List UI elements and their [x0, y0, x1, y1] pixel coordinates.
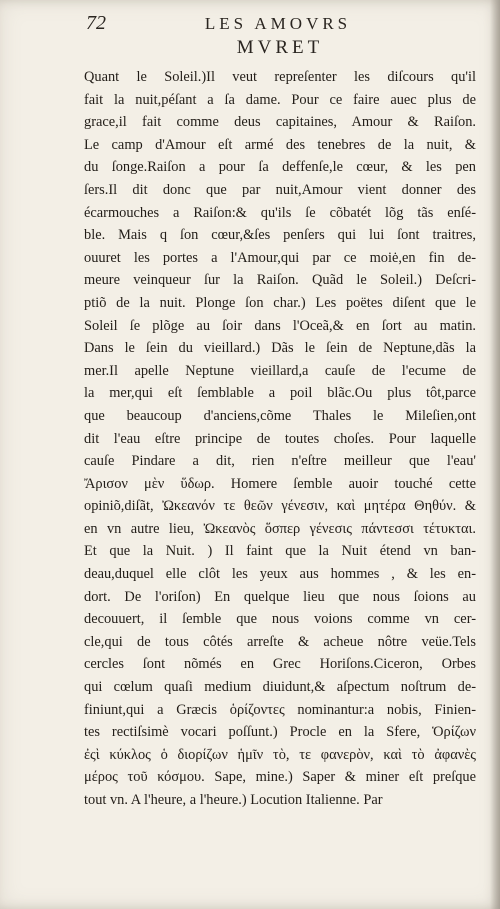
- text-line: Quant le Soleil.)Il veut repreſenter les diſcours qu'il: [84, 69, 476, 85]
- text-line: Soleil ſe plõge au ſoir dans l'Oceã,& en ſort au matin.: [84, 317, 476, 334]
- text-line: Le camp d'Amour eſt armé des tenebres de la nuit, &: [84, 136, 476, 153]
- text-line: Et que la Nuit. ) Il faint que la Nuit étend vn ban-: [84, 543, 476, 560]
- text-line: dort. De l'oriſon) En quelque lieu que nous ſoions au: [84, 588, 476, 605]
- text-line: cle,qui de tous côtés arreſte & acheue nôtre veüe.Tels: [84, 633, 476, 650]
- text-line: en vn autre lieu, Ὠκεανὸς ὅσπερ γένεσις πάντεσσι τέτυκται.: [84, 520, 476, 537]
- text-line: deau,duquel elle clôt les yeux aus hommes , & les en-: [84, 566, 476, 583]
- text-line: cauſe Pindare a dit, rien n'eſtre meilleur que l'eau': [84, 453, 476, 470]
- text-line: meure veinqueur ſur la Raiſon. Quãd le Soleil.) Deſcri-: [84, 272, 476, 289]
- text-line: la mer,qui eſt ſemblable a poil blãc.Ou plus tôt,parce: [84, 385, 476, 402]
- text-line: tout vn. A l'heure, a l'heure.) Locution Italienne. Par: [84, 792, 383, 808]
- text-line: mer.Il apelle Neptune vieillard,a cauſe de l'ecume de: [84, 362, 476, 379]
- text-line: grace,il fait comme deus capitaines, Amour & Raiſon.: [84, 114, 476, 131]
- text-line: qui cœlum quaſi medium diuidunt,& aſpectum noſtrum de-: [84, 679, 476, 696]
- text-line: decouuert, il ſemble que nous voions comme vn cer-: [84, 611, 476, 628]
- text-line: écarmouches a Raiſon:& qu'ils ſe cõbatét lõg tãs enſé-: [84, 204, 476, 221]
- text-line: Dans le ſein du vieillard.) Dãs le ſein de Neptune,dãs la: [84, 340, 476, 357]
- text-line: ouuret les portes a l'Amour,qui par ce moiė,en fin de-: [84, 249, 476, 266]
- page-gutter-shadow: [490, 0, 500, 909]
- text-line: tes rectiſsimè vocari poſſunt.) Procle en la Sfere, Ὁρίζων: [84, 724, 476, 741]
- text-line: ſers.Il dit donc que par nuit,Amour vient donner des: [84, 181, 476, 198]
- text-line: cercles ſont nõmés en Grec Horiſons.Ciceron, Orbes: [84, 656, 476, 673]
- text-line: du ſonge.Raiſon a pour ſa deffenſe,le cœur, & les pen: [84, 159, 476, 176]
- text-line: fait la nuit,péſant a ſa dame. Pour ce faire auec plus de: [84, 91, 476, 108]
- text-line: μέρος τοῦ κόσμου. Sape, mine.) Saper & miner eſt preſque: [84, 769, 476, 786]
- text-line: Ἄρισον μὲν ὕδωρ. Homere ſemble auoir touché cette: [84, 475, 476, 492]
- author-heading: MVRET: [236, 37, 324, 58]
- text-line: opiniõ,diſãt, Ὠκεανόν τε θεῶν γένεσιν, καὶ μητέρα Θηθύν. &: [84, 498, 476, 515]
- text-line: finiunt,qui a Græcis ὁρίζοντες nominantur:a nobis, Finien-: [84, 701, 476, 718]
- text-line: que beaucoup d'anciens,cõme Thales le Mileſien,ont: [84, 407, 476, 424]
- text-line: ptiõ de la nuit. Plonge ſon char.) Les poëtes diſent que le: [84, 294, 476, 311]
- text-line: dit l'eau eſtre principe de toutes choſes. Pour laquelle: [84, 430, 476, 447]
- commentary-text: [84, 66, 476, 812]
- running-title: LES AMOVRS: [204, 14, 352, 33]
- text-line: ble. Mais q ſon cœur,&ſes penſers qui lui ſont traitres,: [84, 227, 476, 244]
- page-number: 72: [86, 12, 106, 34]
- text-line: ἐςὶ κύκλος ὁ διορίζων ἡμῖν τὸ, τε φανερὸν, καὶ τὸ ἀφανὲς: [84, 746, 476, 763]
